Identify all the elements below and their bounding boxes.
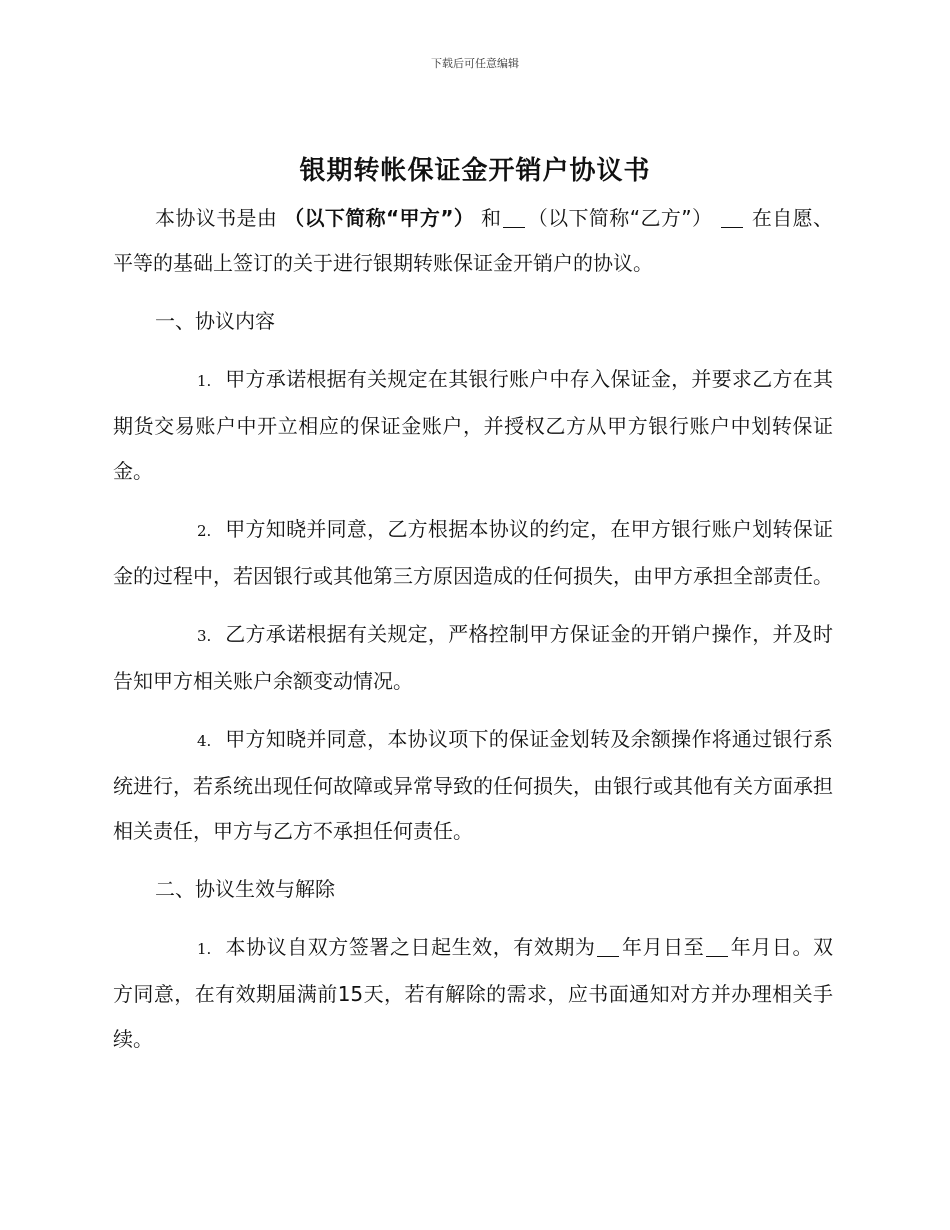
clause-number: 1. <box>197 940 212 958</box>
start-year-blank <box>597 936 619 957</box>
clause-text: 甲方承诺根据有关规定在其银行账户中存入保证金，并要求乙方在其期货交易账户中开立相应的保证金账户，并授权乙方从甲方银行账户中划转保证金。 <box>113 367 833 483</box>
intro-blank <box>721 207 743 228</box>
clause-1-3 <box>113 612 833 704</box>
section-2-heading: 二、协议生效与解除 <box>155 877 335 901</box>
clause-text-2: 年月日至 <box>621 935 705 959</box>
clause-1-1 <box>113 357 833 494</box>
clause-number: 1. <box>197 372 212 390</box>
clause-number: 2. <box>197 522 212 540</box>
clause-text: 乙方承诺根据有关规定，严格控制甲方保证金的开销户操作，并及时告知甲方相关账户余额变动情况。 <box>113 622 833 693</box>
end-year-blank <box>706 936 728 957</box>
clause-2-1 <box>113 925 833 1062</box>
header-note: 下载后可任意编辑 <box>431 57 519 70</box>
section-1-heading: 一、协议内容 <box>155 309 275 333</box>
intro-text-1: 本协议书是由 <box>155 206 278 230</box>
document-title: 银期转帐保证金开销户协议书 <box>299 156 651 186</box>
document-body <box>113 196 833 1075</box>
clause-text: 甲方知晓并同意，乙方根据本协议的约定，在甲方银行账户划转保证金的过程中，若因银行或其他第三方原因造成的任何损失，由甲方承担全部责任。 <box>113 517 833 588</box>
party-b-blank <box>503 207 525 228</box>
party-b-label: （以下简称“乙方”） <box>527 206 713 230</box>
clause-1-4 <box>113 717 833 854</box>
clause-text: 甲方知晓并同意，本协议项下的保证金划转及余额操作将通过银行系统进行，若系统出现任何故障或异常导致的任何损失，由银行或其他有关方面承担相关责任，甲方与乙方不承担任何责任。 <box>113 727 833 843</box>
clause-number: 4. <box>197 732 212 750</box>
clause-1-2 <box>113 507 833 599</box>
clause-text-3: 年月日。双方同意，在有效期届满前15天，若有解除的需求，应书面通知对方并办理相关手续。 <box>113 935 834 1051</box>
clause-text-1: 本协议自双方签署之日起生效，有效期为 <box>225 935 596 959</box>
intro-text-4: 在自愿、平等的基础上签订的关于进行银期转账保证金开销户的协议。 <box>113 206 834 275</box>
party-a-label: （以下简称“甲方”） <box>284 206 475 230</box>
intro-text-2: 和 <box>480 206 502 230</box>
clause-number: 3. <box>197 627 212 645</box>
intro-paragraph <box>113 196 833 286</box>
